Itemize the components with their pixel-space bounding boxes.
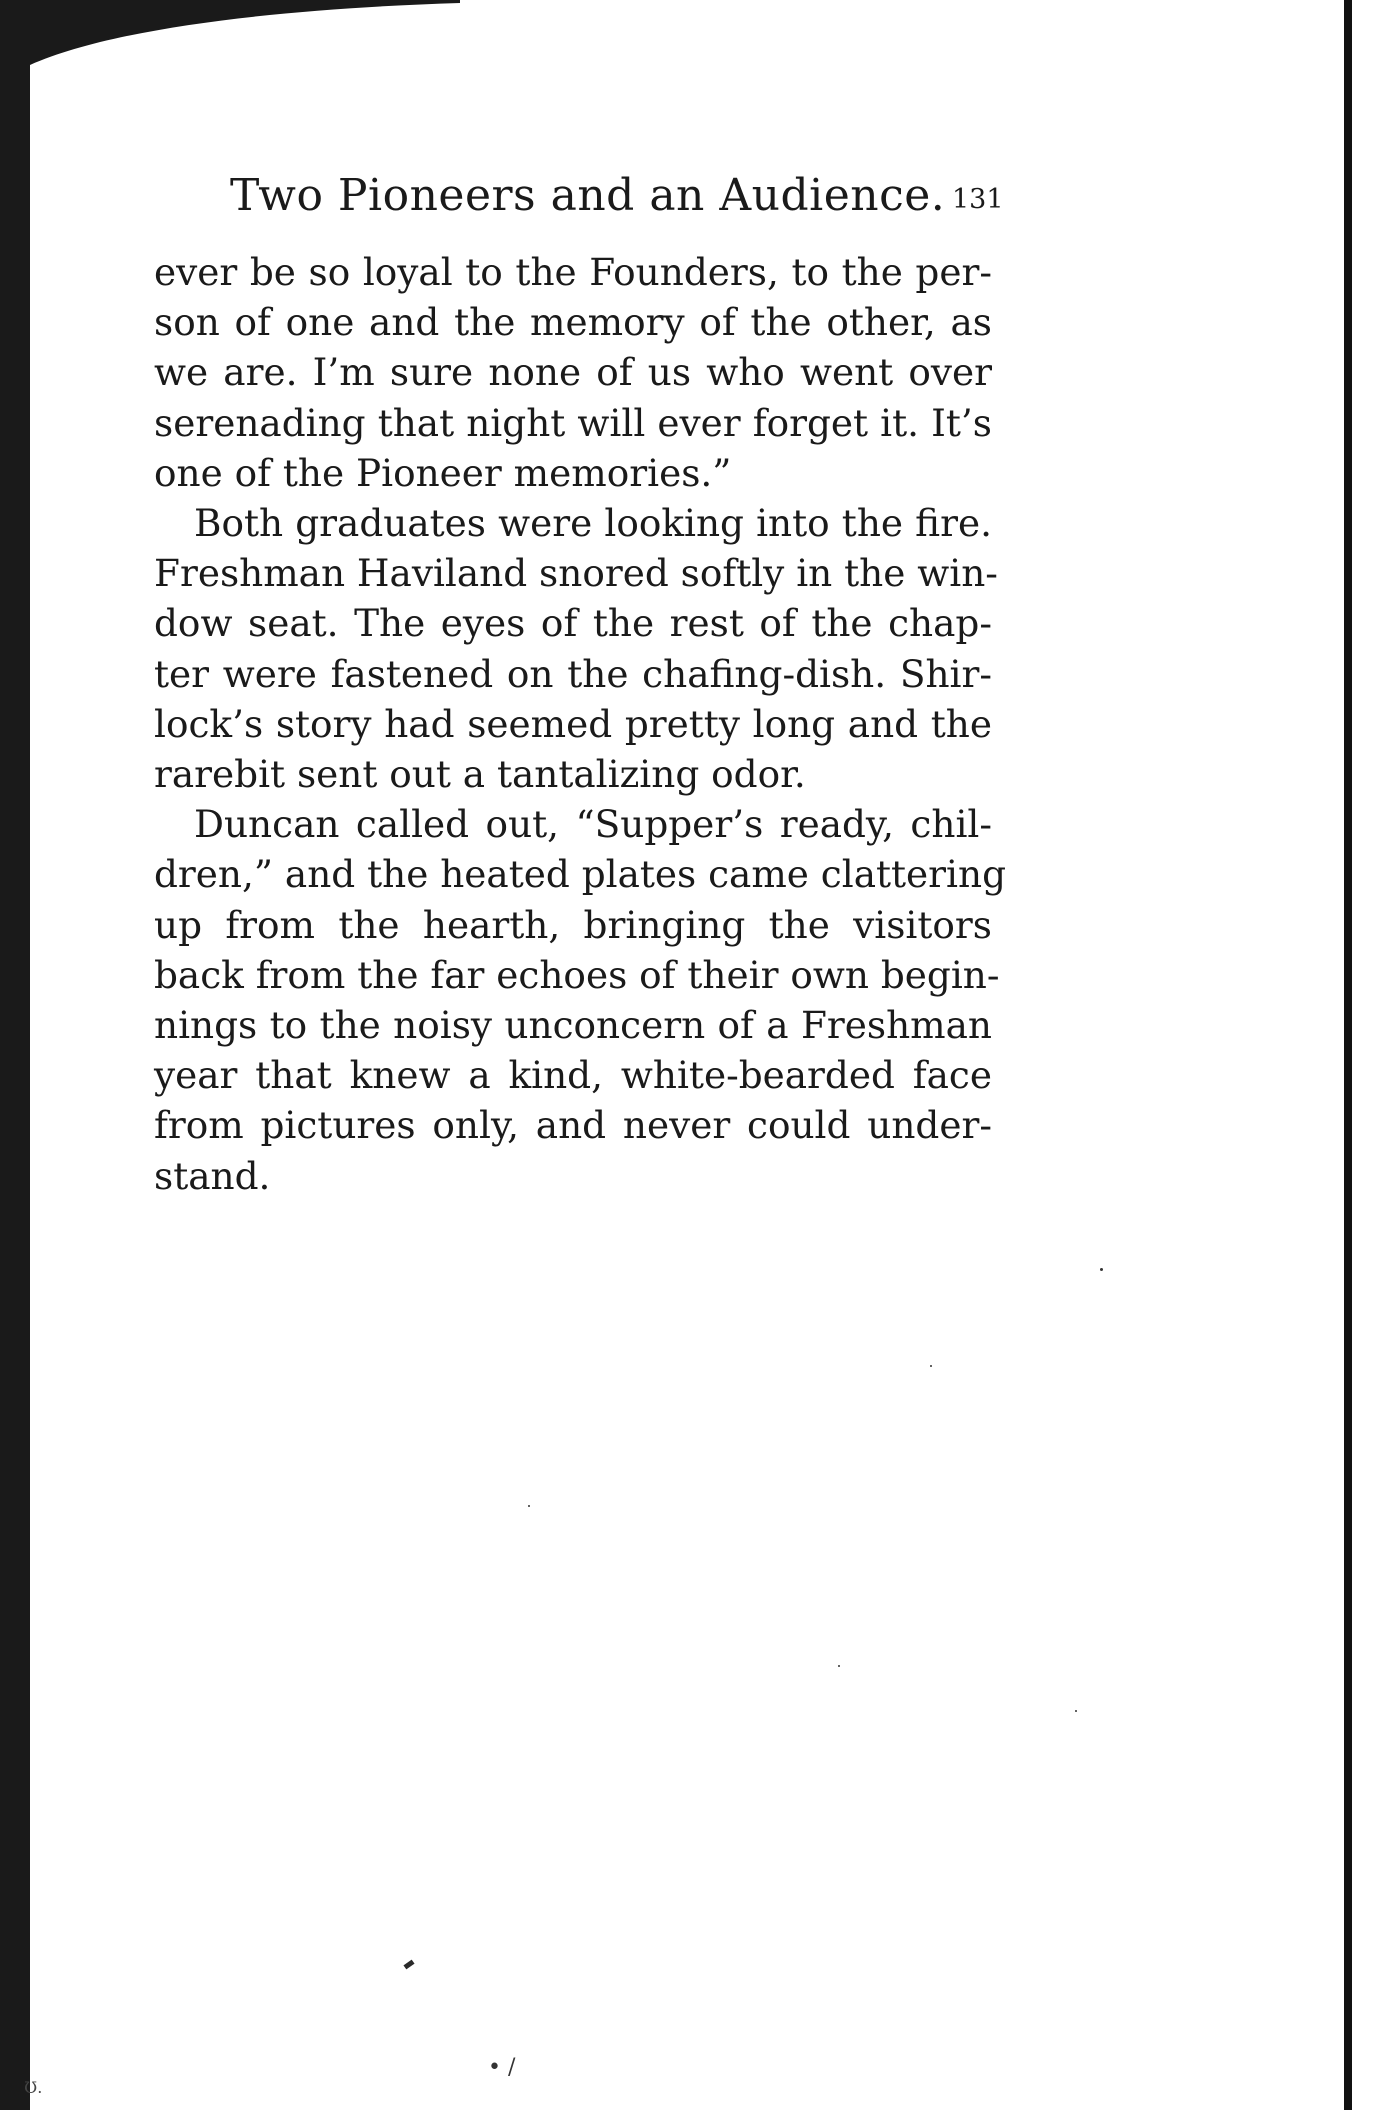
page-number: 131 [952, 184, 1004, 215]
text-line: up from the hearth, bringing the visitors [154, 902, 992, 947]
text-line: dren,” and the heated plates came clattering [154, 852, 1007, 897]
scan-mark [403, 1960, 414, 1970]
page-title: Two Pioneers and an Audience. [230, 170, 946, 221]
text-line: Freshman Haviland snored softly in the win- [154, 551, 998, 596]
scan-speck [930, 1365, 932, 1367]
text-line: year that knew a kind, white-bearded face [154, 1053, 992, 1098]
page-edge-right [1344, 0, 1352, 2110]
text-line: serenading that night will ever forget it. It’s [154, 400, 992, 445]
text-line: rarebit sent out a tantalizing odor. [154, 752, 806, 797]
text-line: stand. [154, 1153, 271, 1198]
scan-speck [1075, 1710, 1077, 1712]
text-line: back from the far echoes of their own begin- [154, 952, 1000, 997]
text-line: dow seat. The eyes of the rest of the chap- [154, 601, 992, 646]
scan-speck [1100, 1268, 1103, 1271]
text-line: one of the Pioneer memories.” [154, 450, 732, 495]
text-line: Both graduates were looking into the fire. [194, 501, 992, 546]
corner-glyph: Ʊ. [24, 2078, 43, 2097]
scan-shadow-corner [0, 0, 460, 70]
text-line: Duncan called out, “Supper’s ready, chil- [194, 802, 992, 847]
text-line: nings to the noisy unconcern of a Freshman [154, 1003, 992, 1048]
text-line: ever be so loyal to the Founders, to the per- [154, 250, 992, 294]
text-line: ter were fastened on the chafing-dish. Shir- [154, 651, 992, 696]
page-binding-edge-left [0, 0, 30, 2110]
text-line: lock’s story had seemed pretty long and the [154, 701, 992, 746]
scan-speck [528, 1505, 530, 1507]
footer-mark: • / [488, 2055, 516, 2080]
scan-speck [838, 1665, 840, 1667]
text-line: from pictures only, and never could under- [154, 1103, 992, 1148]
running-header [230, 170, 1010, 230]
body-text [154, 247, 1007, 1201]
text-line: son of one and the memory of the other, as [154, 300, 992, 345]
text-line: we are. I’m sure none of us who went over [154, 350, 992, 395]
